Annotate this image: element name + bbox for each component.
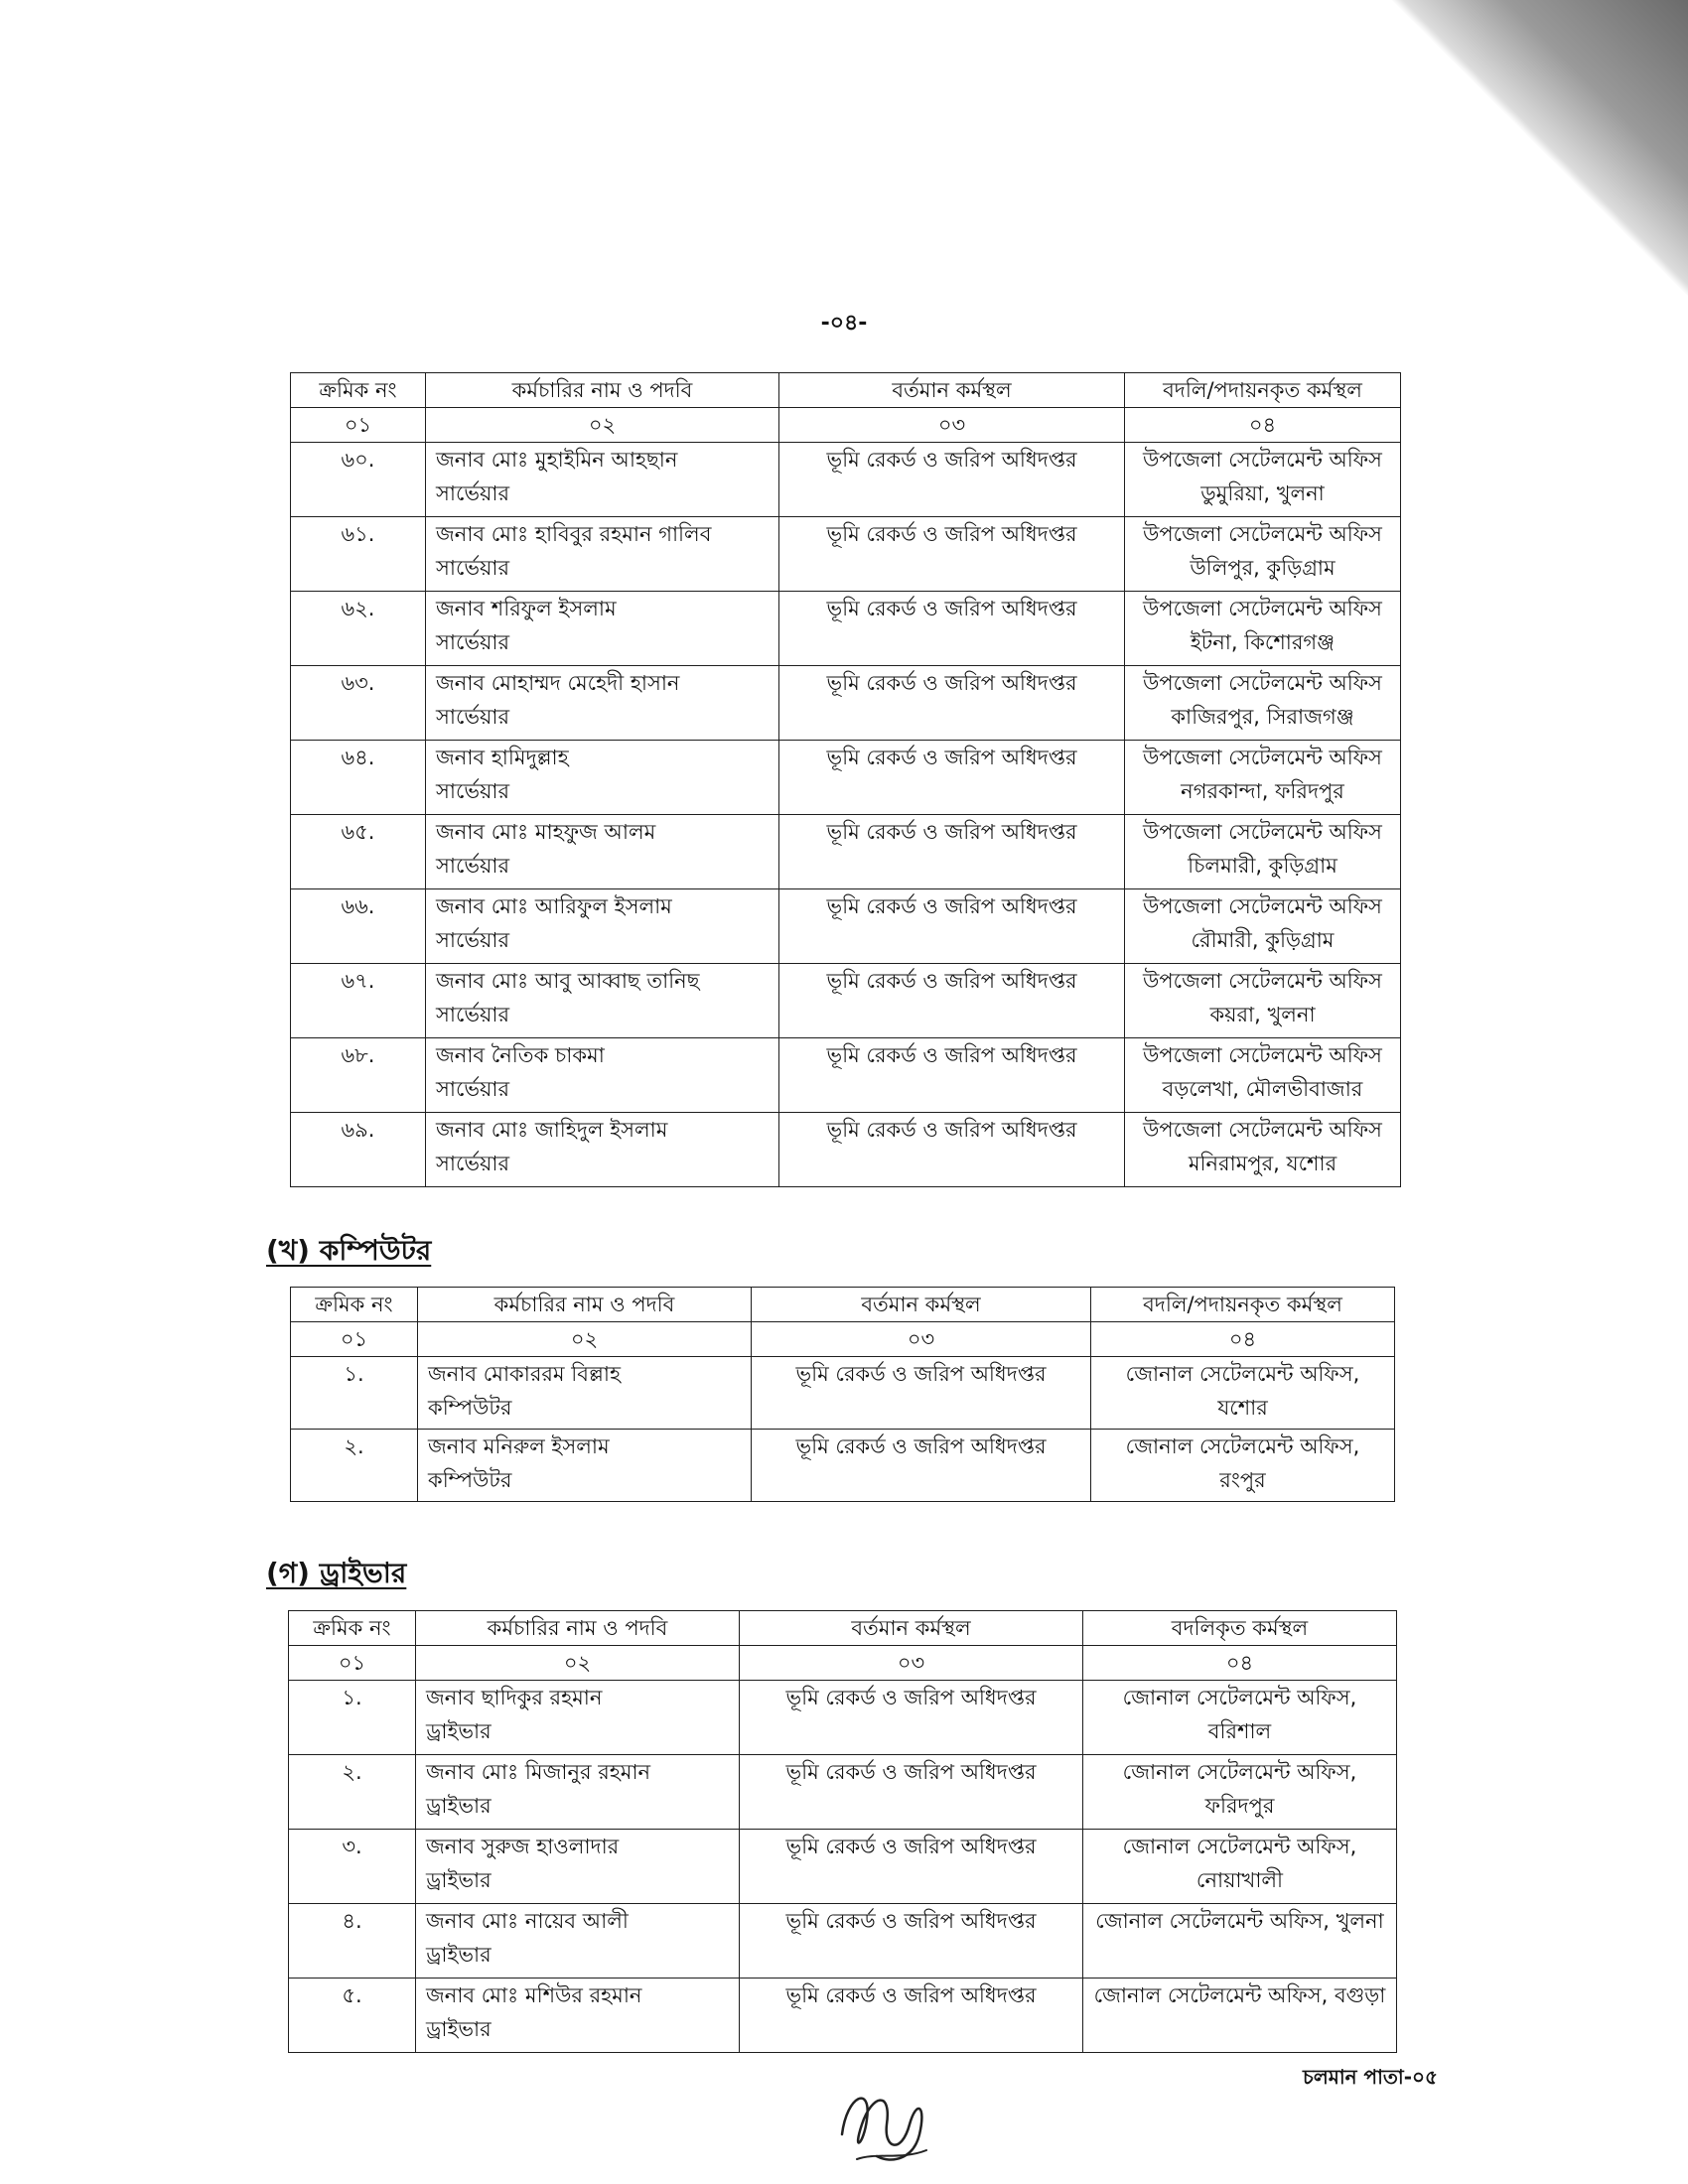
column-number-cell: ০৪ — [1083, 1646, 1397, 1681]
employee-name-cell — [416, 1681, 740, 1755]
column-number-row — [291, 1322, 1395, 1357]
table-row — [289, 1904, 1397, 1979]
employee-name: জনাব সুরুজ হাওলাদার — [426, 1835, 620, 1858]
employee-name: জনাব মোঃ জাহিদুল ইসলাম — [436, 1118, 668, 1142]
current-workplace-cell: ভূমি রেকর্ড ও জরিপ অধিদপ্তর — [779, 889, 1125, 964]
table-row — [291, 815, 1401, 889]
section-heading-driver: (গ) ড্রাইভার — [266, 1557, 407, 1589]
header-transfer-workplace: বদলিকৃত কর্মস্থল — [1083, 1611, 1397, 1646]
column-number-cell: ০২ — [416, 1646, 740, 1681]
transfer-workplace-cell — [1125, 1113, 1401, 1187]
table-row — [289, 1755, 1397, 1830]
column-number-cell: ০২ — [418, 1322, 752, 1357]
serial-cell: ৬৮. — [291, 1038, 426, 1113]
transfer-workplace-cell — [1125, 889, 1401, 964]
employee-name: জনাব মোহাম্মদ মেহেদী হাসান — [436, 671, 680, 695]
employee-name: জনাব ছাদিকুর রহমান — [426, 1686, 603, 1709]
header-transfer-workplace: বদলি/পদায়নকৃত কর্মস্থল — [1091, 1288, 1395, 1322]
serial-cell: ৩. — [289, 1830, 416, 1904]
table-row — [289, 1979, 1397, 2053]
current-workplace-cell: ভূমি রেকর্ড ও জরিপ অধিদপ্তর — [752, 1430, 1091, 1502]
employee-designation: ড্রাইভার — [426, 1719, 492, 1743]
employee-name-cell — [416, 1979, 740, 2053]
serial-cell: ৬৪. — [291, 741, 426, 815]
table-header-row — [291, 373, 1401, 408]
table-header-row — [291, 1288, 1395, 1322]
employee-name-cell — [426, 741, 779, 815]
employee-designation: সার্ভেয়ার — [436, 779, 510, 803]
employee-designation: সার্ভেয়ার — [436, 630, 510, 654]
transfer-office: জোনাল সেটেলমেন্ট অফিস, বগুড়া — [1093, 1983, 1386, 2007]
employee-designation: সার্ভেয়ার — [436, 1152, 510, 1175]
surveyor-transfer-table — [290, 372, 1401, 1187]
column-number-cell: ০১ — [291, 408, 426, 443]
table-header-row — [289, 1611, 1397, 1646]
transfer-workplace-cell — [1083, 1830, 1397, 1904]
column-number-cell: ০১ — [289, 1646, 416, 1681]
transfer-workplace-cell — [1125, 592, 1401, 666]
current-workplace-cell: ভূমি রেকর্ড ও জরিপ অধিদপ্তর — [740, 1979, 1083, 2053]
employee-name: জনাব মোঃ মিজানুর রহমান — [426, 1760, 651, 1784]
transfer-workplace-cell — [1083, 1681, 1397, 1755]
serial-cell: ৬৫. — [291, 815, 426, 889]
transfer-workplace-cell — [1125, 741, 1401, 815]
employee-designation: সার্ভেয়ার — [436, 1003, 510, 1026]
table-row — [291, 1357, 1395, 1430]
column-number-cell: ০৪ — [1091, 1322, 1395, 1357]
current-workplace-cell: ভূমি রেকর্ড ও জরিপ অধিদপ্তর — [779, 443, 1125, 517]
header-serial: ক্রমিক নং — [291, 373, 426, 408]
column-number-cell: ০৪ — [1125, 408, 1401, 443]
employee-designation: কম্পিউটর — [428, 1468, 512, 1492]
transfer-workplace-cell — [1091, 1430, 1395, 1502]
transfer-workplace-cell — [1125, 815, 1401, 889]
transfer-workplace-cell — [1125, 443, 1401, 517]
table-row — [291, 443, 1401, 517]
current-workplace-cell: ভূমি রেকর্ড ও জরিপ অধিদপ্তর — [779, 592, 1125, 666]
employee-designation: ড্রাইভার — [426, 2017, 492, 2041]
employee-name-cell — [426, 666, 779, 741]
serial-cell: ৬৩. — [291, 666, 426, 741]
employee-name: জনাব মনিরুল ইসলাম — [428, 1434, 610, 1458]
transfer-office: উপজেলা সেটেলমেন্ট অফিস — [1143, 597, 1382, 620]
transfer-location: কাজিরপুর, সিরাজগঞ্জ — [1171, 705, 1354, 729]
continued-page-label: চলমান পাতা-০৫ — [1303, 2065, 1438, 2089]
column-number-cell: ০১ — [291, 1322, 418, 1357]
transfer-workplace-cell — [1125, 517, 1401, 592]
transfer-office: উপজেলা সেটেলমেন্ট অফিস — [1143, 448, 1382, 472]
handwritten-signature — [832, 2065, 941, 2178]
employee-name: জনাব মোঃ হাবিবুর রহমান গালিব — [436, 522, 712, 546]
transfer-location: রৌমারী, কুড়িগ্রাম — [1191, 928, 1335, 952]
transfer-office: উপজেলা সেটেলমেন্ট অফিস — [1143, 746, 1382, 769]
header-name-designation: কর্মচারির নাম ও পদবি — [416, 1611, 740, 1646]
page-corner-fold — [1390, 0, 1688, 308]
transfer-office: উপজেলা সেটেলমেন্ট অফিস — [1143, 820, 1382, 844]
employee-designation: সার্ভেয়ার — [436, 928, 510, 952]
transfer-location: ডুমুরিয়া, খুলনা — [1200, 481, 1325, 505]
transfer-workplace-cell — [1125, 1038, 1401, 1113]
employee-name-cell — [418, 1357, 752, 1430]
employee-name: জনাব মোঃ মুহাইমিন আহছান — [436, 448, 678, 472]
transfer-location: ইটনা, কিশোরগঞ্জ — [1190, 630, 1336, 654]
serial-cell: ৬৯. — [291, 1113, 426, 1187]
employee-designation: ড্রাইভার — [426, 1943, 492, 1967]
current-workplace-cell: ভূমি রেকর্ড ও জরিপ অধিদপ্তর — [779, 666, 1125, 741]
transfer-office: উপজেলা সেটেলমেন্ট অফিস — [1143, 1043, 1382, 1067]
employee-name: জনাব শরিফুল ইসলাম — [436, 597, 617, 620]
column-number-row — [291, 408, 1401, 443]
employee-name: জনাব মোঃ মাহফুজ আলম — [436, 820, 656, 844]
employee-name: জনাব নৈতিক চাকমা — [436, 1043, 605, 1067]
employee-designation: ড্রাইভার — [426, 1794, 492, 1818]
employee-name-cell — [426, 964, 779, 1038]
employee-name-cell — [416, 1755, 740, 1830]
transfer-workplace-cell — [1083, 1904, 1397, 1979]
table-row — [291, 1038, 1401, 1113]
employee-name: জনাব মোকাররম বিল্লাহ — [428, 1362, 622, 1386]
transfer-office: জোনাল সেটেলমেন্ট অফিস, খুলনা — [1095, 1909, 1384, 1933]
column-number-cell: ০৩ — [752, 1322, 1091, 1357]
transfer-location: বড়লেখা, মৌলভীবাজার — [1162, 1077, 1363, 1101]
transfer-location: চিলমারী, কুড়িগ্রাম — [1188, 854, 1337, 878]
employee-name: জনাব মোঃ নায়েব আলী — [426, 1909, 629, 1933]
header-serial: ক্রমিক নং — [291, 1288, 418, 1322]
table-row — [291, 592, 1401, 666]
employee-name-cell — [416, 1830, 740, 1904]
header-name-designation: কর্মচারির নাম ও পদবি — [418, 1288, 752, 1322]
serial-cell: ১. — [291, 1357, 418, 1430]
header-current-workplace: বর্তমান কর্মস্থল — [740, 1611, 1083, 1646]
header-name-designation: কর্মচারির নাম ও পদবি — [426, 373, 779, 408]
employee-name-cell — [426, 815, 779, 889]
serial-cell: ৬০. — [291, 443, 426, 517]
driver-transfer-table — [288, 1610, 1397, 2053]
table-row — [291, 964, 1401, 1038]
current-workplace-cell: ভূমি রেকর্ড ও জরিপ অধিদপ্তর — [779, 741, 1125, 815]
transfer-office: জোনাল সেটেলমেন্ট অফিস, ফরিদপুর — [1122, 1760, 1357, 1818]
transfer-office: উপজেলা সেটেলমেন্ট অফিস — [1143, 1118, 1382, 1142]
employee-name: জনাব মোঃ আবু আব্বাছ তানিছ — [436, 969, 700, 993]
serial-cell: ২. — [289, 1755, 416, 1830]
page-number: -০৪- — [820, 311, 868, 336]
transfer-location: নগরকান্দা, ফরিদপুর — [1181, 779, 1344, 803]
serial-cell: ৬৭. — [291, 964, 426, 1038]
serial-cell: ১. — [289, 1681, 416, 1755]
table-row — [291, 741, 1401, 815]
header-transfer-workplace: বদলি/পদায়নকৃত কর্মস্থল — [1125, 373, 1401, 408]
current-workplace-cell: ভূমি রেকর্ড ও জরিপ অধিদপ্তর — [740, 1830, 1083, 1904]
employee-designation: সার্ভেয়ার — [436, 854, 510, 878]
current-workplace-cell: ভূমি রেকর্ড ও জরিপ অধিদপ্তর — [779, 1038, 1125, 1113]
serial-cell: ৬১. — [291, 517, 426, 592]
current-workplace-cell: ভূমি রেকর্ড ও জরিপ অধিদপ্তর — [752, 1357, 1091, 1430]
header-current-workplace: বর্তমান কর্মস্থল — [779, 373, 1125, 408]
table-row — [291, 889, 1401, 964]
table-row — [291, 1113, 1401, 1187]
transfer-location: কয়রা, খুলনা — [1209, 1003, 1316, 1026]
employee-name: জনাব মোঃ আরিফুল ইসলাম — [436, 894, 672, 918]
transfer-location: মনিরামপুর, যশোর — [1188, 1152, 1337, 1175]
header-current-workplace: বর্তমান কর্মস্থল — [752, 1288, 1091, 1322]
transfer-location: উলিপুর, কুড়িগ্রাম — [1190, 556, 1336, 580]
header-serial: ক্রমিক নং — [289, 1611, 416, 1646]
transfer-workplace-cell — [1091, 1357, 1395, 1430]
employee-name-cell — [426, 889, 779, 964]
table-row — [291, 1430, 1395, 1502]
serial-cell: ৬২. — [291, 592, 426, 666]
transfer-office: উপজেলা সেটেলমেন্ট অফিস — [1143, 671, 1382, 695]
current-workplace-cell: ভূমি রেকর্ড ও জরিপ অধিদপ্তর — [740, 1755, 1083, 1830]
transfer-workplace-cell — [1125, 666, 1401, 741]
transfer-office: উপজেলা সেটেলমেন্ট অফিস — [1143, 894, 1382, 918]
transfer-office: জোনাল সেটেলমেন্ট অফিস, যশোর — [1125, 1362, 1360, 1420]
employee-name-cell — [426, 443, 779, 517]
employee-name-cell — [426, 592, 779, 666]
table-row — [291, 517, 1401, 592]
employee-designation: সার্ভেয়ার — [436, 705, 510, 729]
column-number-row — [289, 1646, 1397, 1681]
column-number-cell: ০২ — [426, 408, 779, 443]
current-workplace-cell: ভূমি রেকর্ড ও জরিপ অধিদপ্তর — [740, 1904, 1083, 1979]
employee-name-cell — [426, 1113, 779, 1187]
transfer-office: উপজেলা সেটেলমেন্ট অফিস — [1143, 969, 1382, 993]
table-row — [289, 1830, 1397, 1904]
transfer-workplace-cell — [1083, 1979, 1397, 2053]
computer-transfer-table — [290, 1287, 1395, 1502]
serial-cell: ৬৬. — [291, 889, 426, 964]
current-workplace-cell: ভূমি রেকর্ড ও জরিপ অধিদপ্তর — [779, 815, 1125, 889]
column-number-cell: ০৩ — [779, 408, 1125, 443]
section-heading-computer: (খ) কম্পিউটর — [266, 1234, 432, 1267]
transfer-office: উপজেলা সেটেলমেন্ট অফিস — [1143, 522, 1382, 546]
employee-name: জনাব মোঃ মশিউর রহমান — [426, 1983, 642, 2007]
transfer-workplace-cell — [1125, 964, 1401, 1038]
employee-designation: সার্ভেয়ার — [436, 556, 510, 580]
table-row — [289, 1681, 1397, 1755]
table-row — [291, 666, 1401, 741]
employee-designation: কম্পিউটর — [428, 1396, 512, 1420]
column-number-cell: ০৩ — [740, 1646, 1083, 1681]
employee-name-cell — [426, 517, 779, 592]
transfer-office: জোনাল সেটেলমেন্ট অফিস, বরিশাল — [1122, 1686, 1357, 1743]
current-workplace-cell: ভূমি রেকর্ড ও জরিপ অধিদপ্তর — [779, 964, 1125, 1038]
employee-name-cell — [416, 1904, 740, 1979]
current-workplace-cell: ভূমি রেকর্ড ও জরিপ অধিদপ্তর — [740, 1681, 1083, 1755]
current-workplace-cell: ভূমি রেকর্ড ও জরিপ অধিদপ্তর — [779, 517, 1125, 592]
transfer-office: জোনাল সেটেলমেন্ট অফিস, রংপুর — [1125, 1434, 1360, 1492]
employee-name-cell — [418, 1430, 752, 1502]
current-workplace-cell: ভূমি রেকর্ড ও জরিপ অধিদপ্তর — [779, 1113, 1125, 1187]
serial-cell: ২. — [291, 1430, 418, 1502]
serial-cell: ৫. — [289, 1979, 416, 2053]
transfer-workplace-cell — [1083, 1755, 1397, 1830]
employee-designation: সার্ভেয়ার — [436, 481, 510, 505]
transfer-office: জোনাল সেটেলমেন্ট অফিস, নোয়াখালী — [1122, 1835, 1357, 1892]
employee-name-cell — [426, 1038, 779, 1113]
serial-cell: ৪. — [289, 1904, 416, 1979]
employee-designation: ড্রাইভার — [426, 1868, 492, 1892]
employee-designation: সার্ভেয়ার — [436, 1077, 510, 1101]
employee-name: জনাব হামিদুল্লাহ — [436, 746, 569, 769]
